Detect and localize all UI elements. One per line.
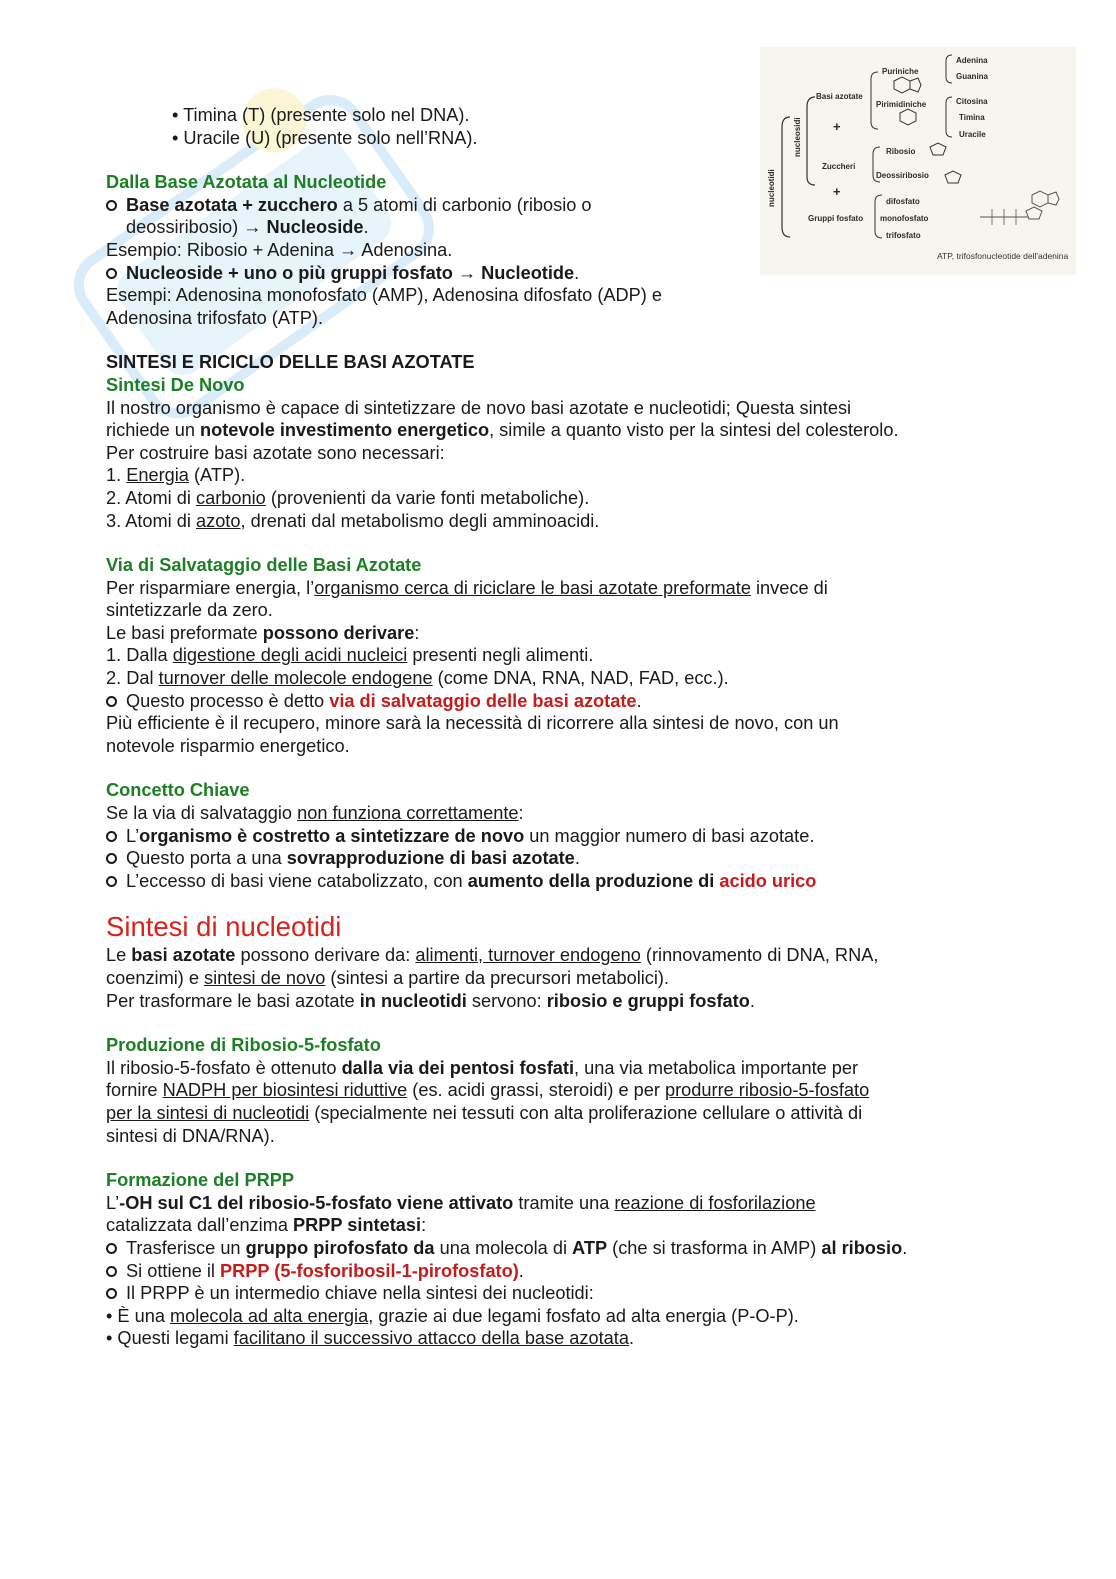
s2-line-1: Il nostro organismo è capace di sintetizzare de novo basi azotate e nucleotidi; Questa sintesi <box>106 397 852 418</box>
label-citosina: Citosina <box>956 97 988 106</box>
s7-line-7: • Questi legami facilitano il successivo attacco della base azotata. <box>106 1328 635 1349</box>
figure-caption: ATP, trifosfonucleotide dell'adenina <box>937 251 1069 261</box>
label-pirimidiniche: Pirimidiniche <box>876 100 927 109</box>
s4-line-3: Questo porta a una sovrapproduzione di basi azotate. <box>106 847 1026 870</box>
heading-concetto-chiave: Concetto Chiave <box>106 780 250 801</box>
circle-bullet-icon <box>106 1288 117 1299</box>
arrow-icon: → <box>457 262 477 283</box>
circle-bullet-icon <box>106 831 117 842</box>
s2-line-4: 1. Energia (ATP). <box>106 465 246 486</box>
label-zuccheri: Zuccheri <box>822 162 856 171</box>
circle-bullet-icon <box>106 1243 117 1254</box>
s1-line-3: Esempio: Ribosio + Adenina → Adenosina. <box>106 239 453 260</box>
label-basi-azotate: Basi azotate <box>816 92 863 101</box>
title-sintesi-nucleotidi: Sintesi di nucleotidi <box>106 911 342 943</box>
label-adenina: Adenina <box>956 56 988 65</box>
s6-line-4: sintesi di DNA/RNA). <box>106 1125 275 1146</box>
heading-formazione-prpp: Formazione del PRPP <box>106 1170 294 1191</box>
s3-line-3: Le basi preformate possono derivare: <box>106 622 420 643</box>
s2-line-6: 3. Atomi di azoto, drenati dal metabolismo degli amminoacidi. <box>106 510 600 531</box>
arrow-icon: → <box>243 217 262 238</box>
s6-line-2: fornire NADPH per biosintesi riduttive (es. acidi grassi, steroidi) e per produrre ribosio-5-fosfato <box>106 1080 870 1101</box>
s1-line-1: Base azotata + zucchero a 5 atomi di carbonio (ribosio o <box>106 194 1026 217</box>
circle-bullet-icon <box>106 853 117 864</box>
s3-line-5: 2. Dal turnover delle molecole endogene (come DNA, RNA, NAD, FAD, ecc.). <box>106 668 729 689</box>
label-nucleotidi: nucleotidi <box>767 169 776 207</box>
s5-line-2: coenzimi) e sintesi de novo (sintesi a partire da precursori metabolici). <box>106 968 670 988</box>
s7-line-3: Trasferisce un gruppo pirofosfato da una molecola di ATP (che si trasforma in AMP) al ribosio. <box>106 1237 1026 1260</box>
label-gruppi-fosfato: Gruppi fosfato <box>808 214 864 223</box>
s2-line-5: 2. Atomi di carbonio (provenienti da varie fonti metaboliche). <box>106 487 590 508</box>
s1-line-2: deossiribosio) → Nucleoside. <box>126 217 369 238</box>
s5-line-3: Per trasformare le basi azotate in nucleotidi servono: ribosio e gruppi fosfato. <box>106 990 755 1011</box>
section-title-sintesi-riciclo: SINTESI E RICICLO DELLE BASI AZOTATE <box>106 352 475 373</box>
circle-bullet-icon <box>106 200 117 211</box>
s3-line-1: Per risparmiare energia, l’organismo cerca di riciclare le basi azotate preformate invece di <box>106 577 828 598</box>
circle-bullet-icon <box>106 696 117 707</box>
s2-line-3: Per costruire basi azotate sono necessari: <box>106 442 445 463</box>
arrow-icon: → <box>339 239 358 260</box>
s7-line-2: catalizzata dall’enzima PRPP sintetasi: <box>106 1215 427 1236</box>
plus-1: + <box>833 119 841 134</box>
s3-line-4: 1. Dalla digestione degli acidi nucleici presenti negli alimenti. <box>106 645 594 666</box>
intro-uracile: • Uracile (U) (presente solo nell’RNA). <box>172 127 478 148</box>
label-ribosio: Ribosio <box>886 147 916 156</box>
s2-line-2: richiede un notevole investimento energetico, simile a quanto visto per la sintesi del colesterolo. <box>106 420 899 441</box>
heading-sintesi-de-novo: Sintesi De Novo <box>106 374 245 395</box>
circle-bullet-icon <box>106 876 117 887</box>
s3-line-8: notevole risparmio energetico. <box>106 735 350 756</box>
label-guanina: Guanina <box>956 72 989 81</box>
s3-line-6: Questo processo è detto via di salvataggio delle basi azotate. <box>106 690 1026 713</box>
intro-timina: • Timina (T) (presente solo nel DNA). <box>172 105 470 125</box>
label-nucleosidi: nucleosidi <box>793 117 802 157</box>
s1-line-4: Nucleoside + uno o più gruppi fosfato → Nucleotide. <box>106 262 1026 285</box>
plus-2: + <box>833 184 841 199</box>
heading-via-salvataggio: Via di Salvataggio delle Basi Azotate <box>106 555 422 576</box>
circle-bullet-icon <box>106 1266 117 1277</box>
s3-line-2: sintetizzarle da zero. <box>106 600 273 621</box>
s4-line-2: L’organismo è costretto a sintetizzare de novo un maggior numero di basi azotate. <box>106 825 1026 848</box>
s6-line-3: per la sintesi di nucleotidi (specialmente nei tessuti con alta proliferazione cellulare o attività di <box>106 1102 863 1123</box>
s5-line-1: Le basi azotate possono derivare da: alimenti, turnover endogeno (rinnovamento di DNA, RNA, <box>106 945 879 966</box>
label-timina: Timina <box>959 113 985 122</box>
s3-line-7: Più efficiente è il recupero, minore sarà la necessità di ricorrere alla sintesi de novo, con un <box>106 713 839 734</box>
s1-line-6: Adenosina trifosfato (ATP). <box>106 307 323 328</box>
label-difosfato: difosfato <box>886 197 920 206</box>
s7-line-4: Si ottiene il PRPP (5-fosforibosil-1-pirofosfato). <box>106 1260 1026 1283</box>
label-deossiribosio: Deossiribosio <box>876 171 929 180</box>
s4-line-1: Se la via di salvataggio non funziona correttamente: <box>106 803 524 824</box>
label-trifosfato: trifosfato <box>886 231 921 240</box>
document-body <box>106 104 1026 1350</box>
heading-base-to-nucleotide: Dalla Base Azotata al Nucleotide <box>106 172 387 193</box>
s1-line-5: Esempi: Adenosina monofosfato (AMP), Adenosina difosfato (ADP) e <box>106 285 663 306</box>
s7-line-6: • È una molecola ad alta energia, grazie ai due legami fosfato ad alta energia (P-O-P). <box>106 1305 799 1326</box>
heading-ribosio-5-fosfato: Produzione di Ribosio-5-fosfato <box>106 1035 381 1056</box>
s7-line-1: L’-OH sul C1 del ribosio-5-fosfato viene attivato tramite una reazione di fosforilazione <box>106 1192 816 1213</box>
s6-line-1: Il ribosio-5-fosfato è ottenuto dalla via dei pentosi fosfati, una via metabolica importante per <box>106 1057 859 1078</box>
s4-line-4: L’eccesso di basi viene catabolizzato, con aumento della produzione di acido urico <box>106 870 1026 893</box>
label-uracile: Uracile <box>959 130 986 139</box>
label-puriniche: Puriniche <box>882 67 919 76</box>
circle-bullet-icon <box>106 268 117 279</box>
label-monofosfato: monofosfato <box>880 214 929 223</box>
s7-line-5: Il PRPP è un intermedio chiave nella sintesi dei nucleotidi: <box>106 1282 1026 1305</box>
